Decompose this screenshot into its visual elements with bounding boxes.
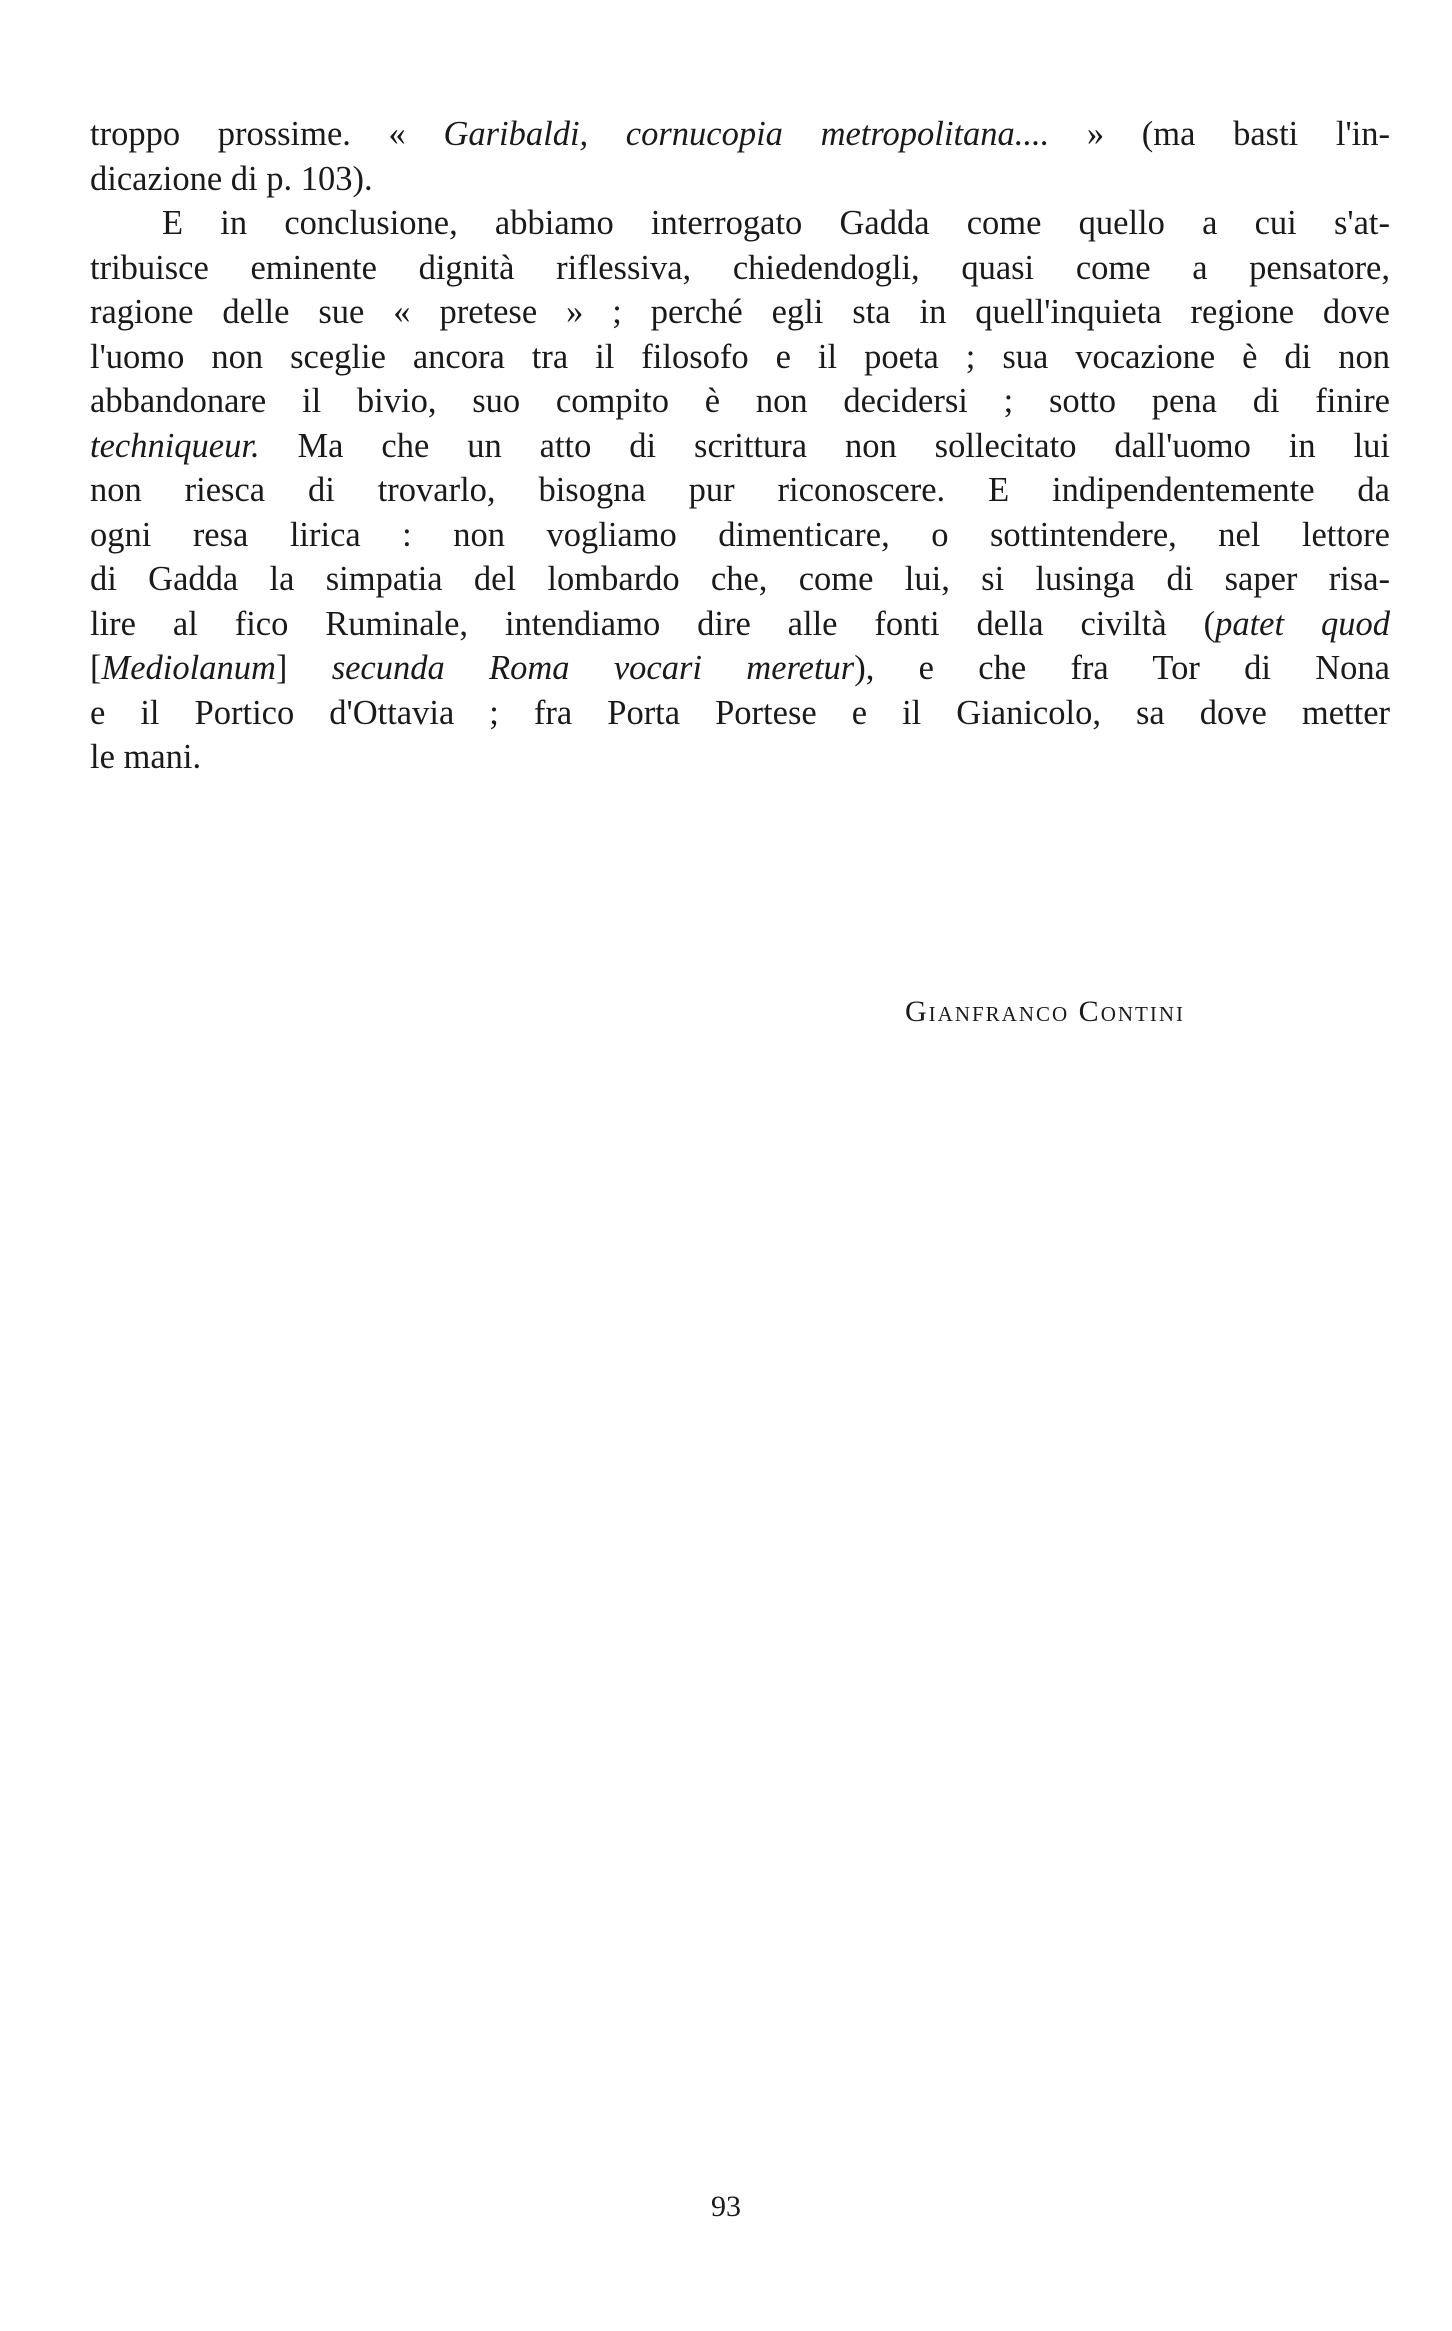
- text-line-3: E in conclusione, abbiamo interrogato Gadda come quello a cui s'at-: [162, 204, 1390, 242]
- text-line-5: ragione delle sue « pretese » ; perché egli sta in quell'inquieta regione dove: [90, 293, 1390, 331]
- text-line-9: non riesca di trovarlo, bisogna pur riconoscere. E indipendentemente da: [90, 471, 1390, 509]
- text-line-4: tribuisce eminente dignità riflessiva, chiedendogli, quasi come a pensatore,: [90, 248, 1390, 287]
- page-number: 93: [711, 2190, 741, 2223]
- text-line-7: abbandonare il bivio, suo compito è non decidersi ; sotto pena di finire: [90, 382, 1390, 420]
- text-line-13: [Mediolanum] secunda Roma vocari meretur), e che fra Tor di Nona: [90, 649, 1390, 687]
- text-line-12: lire al fico Ruminale, intendiamo dire alle fonti della civiltà (patet quod: [90, 604, 1391, 643]
- text-line-14: e il Portico d'Ottavia ; fra Porta Portese e il Gianicolo, sa dove metter: [90, 693, 1390, 732]
- text-line-1: troppo prossime. « Garibaldi, cornucopia metropolitana.... » (ma basti l'in-: [90, 115, 1390, 153]
- author-signature: Gianfranco Contini: [905, 995, 1185, 1028]
- text-line-11: di Gadda la simpatia del lombardo che, come lui, si lusinga di saper risa-: [90, 560, 1390, 598]
- body-text: [90, 112, 1390, 780]
- text-line-8: techniqueur. Ma che un atto di scrittura non sollecitato dall'uomo in lui: [90, 426, 1390, 465]
- text-line-2: dicazione di p. 103).: [90, 159, 373, 198]
- text-line-15: le mani.: [90, 738, 202, 776]
- text-line-10: ogni resa lirica : non vogliamo dimenticare, o sottintendere, nel lettore: [90, 515, 1390, 554]
- text-line-6: l'uomo non sceglie ancora tra il filosofo e il poeta ; sua vocazione è di non: [90, 337, 1390, 376]
